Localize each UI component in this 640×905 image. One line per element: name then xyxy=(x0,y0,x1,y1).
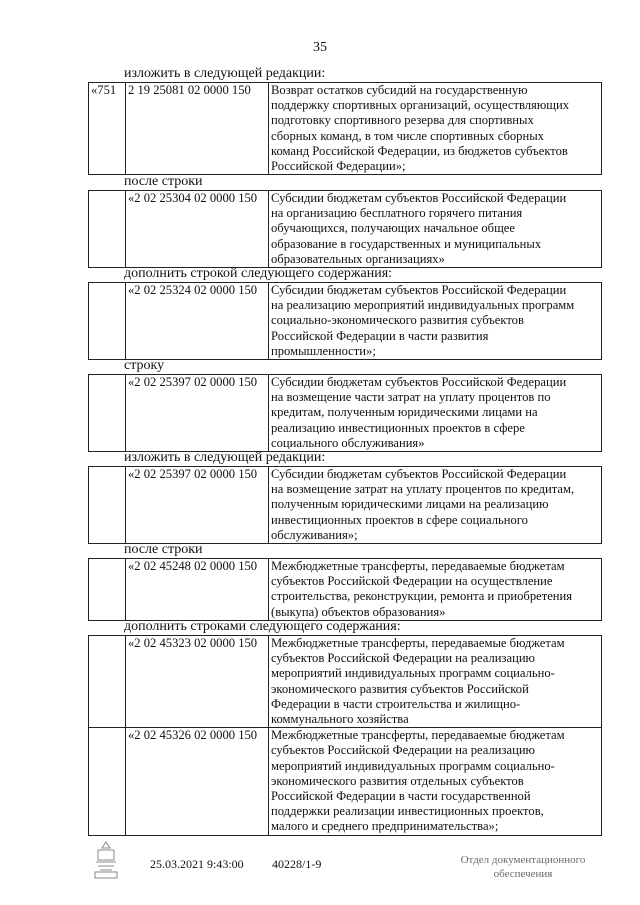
row-code: «2 02 25324 02 0000 150 xyxy=(126,283,269,360)
description-line: Возврат остатков субсидий на государственную xyxy=(271,83,528,97)
row-prefix xyxy=(89,467,126,544)
instruction-line: изложить в следующей редакции: xyxy=(124,450,326,465)
row-code: «2 02 45248 02 0000 150 xyxy=(126,559,269,621)
description-line: на возмещение затрат на уплату процентов по кредитам, xyxy=(271,482,575,497)
description-line: на реализацию мероприятий индивидуальных программ xyxy=(271,298,575,313)
description-line: строительства, реконструкции, ремонта и приобретения xyxy=(271,589,573,604)
description-line: Федерации в части строительства и жилищно- xyxy=(271,696,521,711)
instruction-line: дополнить строками следующего содержания: xyxy=(124,619,401,634)
code-row xyxy=(88,374,602,452)
description-line: Субсидии бюджетам субъектов Российской Федерации xyxy=(271,375,567,389)
description-line: субъектов Российской Федерации на реализацию xyxy=(271,743,535,758)
description-line: реализацию инвестиционных проектов в сфере xyxy=(271,420,525,435)
row-code: 2 19 25081 02 0000 150 xyxy=(126,83,269,175)
description-line: социально-экономического развития субъектов xyxy=(271,313,524,328)
description-line: Межбюджетные трансферты, передаваемые бюджетам xyxy=(271,636,565,650)
row-prefix xyxy=(89,283,126,360)
row-description xyxy=(269,467,602,544)
instruction-line: дополнить строкой следующего содержания: xyxy=(124,266,393,281)
description-line: поддержки реализации инвестиционных проектов, xyxy=(271,804,544,819)
description-line: Межбюджетные трансферты, передаваемые бюджетам xyxy=(271,728,565,743)
description-line: на организацию бесплатного горячего питания xyxy=(271,206,523,221)
code-rows-group xyxy=(88,635,602,836)
description-line: промышленности»; xyxy=(271,343,376,358)
row-description xyxy=(269,191,602,268)
page-number: 35 xyxy=(313,40,327,55)
description-line: обучающихся, получающих начальное общее xyxy=(271,221,515,236)
description-line: поддержку спортивных организаций, осуществляющих xyxy=(271,98,569,113)
row-code: «2 02 25397 02 0000 150 xyxy=(126,375,269,452)
instruction-line: после строки xyxy=(124,542,203,557)
row-prefix xyxy=(89,375,126,452)
code-row xyxy=(88,466,602,544)
row-description xyxy=(269,375,602,452)
code-row xyxy=(89,728,602,835)
code-row xyxy=(88,558,602,621)
description-line: субъектов Российской Федерации на осуществление xyxy=(271,574,553,589)
row-prefix xyxy=(89,191,126,268)
row-code: «2 02 25304 02 0000 150 xyxy=(126,191,269,268)
description-line: Субсидии бюджетам субъектов Российской Федерации xyxy=(271,283,567,297)
instruction-line: изложить в следующей редакции: xyxy=(124,66,326,81)
footer-doc-id: 40228/1-9 xyxy=(272,857,322,871)
description-line: инвестиционных проектов в сфере социального xyxy=(271,512,528,527)
description-line: сборных команд, в том числе спортивных сборных xyxy=(271,128,544,143)
description-line: образовательных организациях» xyxy=(271,251,445,266)
row-prefix: «751 xyxy=(89,83,126,175)
description-line: подготовку спортивного резерва для спортивных xyxy=(271,113,534,128)
description-line: малого и среднего предпринимательства»; xyxy=(271,819,499,834)
row-description xyxy=(269,83,602,175)
description-line: образование в государственных и муниципальных xyxy=(271,236,542,251)
row-prefix xyxy=(89,728,126,835)
code-row xyxy=(89,636,602,728)
description-line: Субсидии бюджетам субъектов Российской Федерации xyxy=(271,191,567,205)
row-code: «2 02 45326 02 0000 150 xyxy=(126,728,269,835)
row-description xyxy=(269,283,602,360)
department-stamp-line: обеспечения xyxy=(493,868,553,880)
row-prefix xyxy=(89,636,126,728)
description-line: мероприятий индивидуальных программ социально- xyxy=(271,666,555,681)
description-line: кредитам, полученным юридическими лицами на xyxy=(271,405,538,420)
description-line: Российской Федерации в части развития xyxy=(271,328,489,343)
description-line: Российской Федерации»; xyxy=(271,159,406,174)
description-line: Межбюджетные трансферты, передаваемые бюджетам xyxy=(271,559,565,573)
description-line: экономического развития отдельных субъектов xyxy=(271,773,524,788)
description-line: Российской Федерации в части государственной xyxy=(271,789,531,804)
row-code: «2 02 45323 02 0000 150 xyxy=(126,636,269,728)
code-row xyxy=(88,282,602,360)
row-code: «2 02 25397 02 0000 150 xyxy=(126,467,269,544)
description-line: полученным юридическими лицами на реализацию xyxy=(271,497,549,512)
code-row xyxy=(88,82,602,175)
row-description xyxy=(269,559,602,621)
description-line: команд Российской Федерации, из бюджетов субъектов xyxy=(271,143,568,158)
description-line: обслуживания»; xyxy=(271,527,358,542)
department-stamp-line: Отдел документационного xyxy=(460,854,586,866)
instruction-line: после строки xyxy=(124,174,203,189)
row-prefix xyxy=(89,559,126,621)
description-line: субъектов Российской Федерации на реализацию xyxy=(271,651,535,666)
row-description xyxy=(269,728,602,835)
description-line: экономического развития субъектов Российской xyxy=(271,681,529,696)
footer-datetime: 25.03.2021 9:43:00 xyxy=(150,857,244,871)
emblem-logo xyxy=(92,838,120,882)
row-description xyxy=(269,636,602,728)
description-line: (выкупа) объектов образования» xyxy=(271,604,446,619)
description-line: коммунального хозяйства xyxy=(271,712,409,727)
description-line: на возмещение части затрат на уплату процентов по xyxy=(271,390,551,405)
description-line: Субсидии бюджетам субъектов Российской Федерации xyxy=(271,467,567,481)
description-line: социального обслуживания» xyxy=(271,435,425,450)
description-line: мероприятий индивидуальных программ социально- xyxy=(271,758,555,773)
code-row xyxy=(88,190,602,268)
instruction-line: строку xyxy=(124,358,165,373)
